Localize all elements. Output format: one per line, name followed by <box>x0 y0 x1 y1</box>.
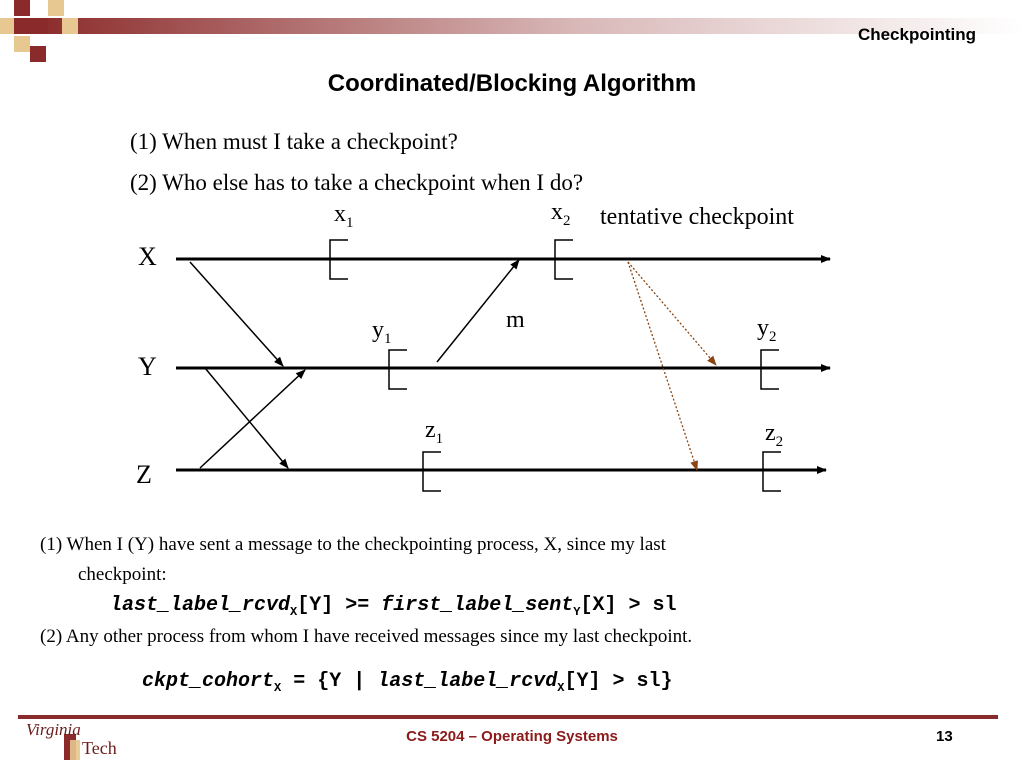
checkpoint-label-x1: $x_1$ <box>334 201 354 231</box>
request-x-to-y <box>628 262 716 365</box>
page-number: 13 <box>936 728 953 745</box>
logo-text-tech: Tech <box>82 738 117 758</box>
process-label-x: X <box>138 242 157 271</box>
checkpoint-label-z2: $z_2$ <box>765 420 784 450</box>
formula-2: ckpt_cohort$_X$ = {Y | last_label_rcvd$_X$[Y] > sl} <box>142 670 673 695</box>
message-label-m: m <box>506 307 525 333</box>
explanation-item-1-cont: checkpoint: <box>78 564 167 585</box>
checkpoint-label-x2: $x_2$ <box>551 199 571 229</box>
footer-course: CS 5204 – Operating Systems <box>406 728 618 745</box>
question-2: (2) Who else has to take a checkpoint when I do? <box>130 170 584 195</box>
question-1: (1) When must I take a checkpoint? <box>130 129 458 154</box>
checkpoint-label-y2: $y_2$ <box>757 315 777 345</box>
request-x-to-z <box>628 262 697 470</box>
checkpoint-label-z1: $z_1$ <box>425 417 444 447</box>
logo-text-virginia: Virginia <box>26 720 81 739</box>
explanation-item-1: (1) When I (Y) have sent a message to the checkpointing process, X, since my last <box>40 534 666 555</box>
process-label-z: Z <box>136 460 152 489</box>
slide-title: Coordinated/Blocking Algorithm <box>327 70 697 97</box>
explanation-item-2: (2) Any other process from whom I have received messages since my last checkpoint. <box>40 626 693 647</box>
process-label-y: Y <box>138 352 157 381</box>
message-y-to-z <box>205 368 288 468</box>
tentative-checkpoint-label: tentative checkpoint <box>600 204 794 230</box>
message-x-to-y <box>190 262 283 366</box>
message-z-to-y <box>200 370 305 468</box>
footer-rule <box>18 715 998 719</box>
checkpoint-label-y1: $y_1$ <box>372 317 392 347</box>
formula-1: last_label_rcvd$_X$[Y] >= first_label_sent$_Y$[X] > sl <box>110 594 677 619</box>
section-label: Checkpointing <box>857 25 976 44</box>
